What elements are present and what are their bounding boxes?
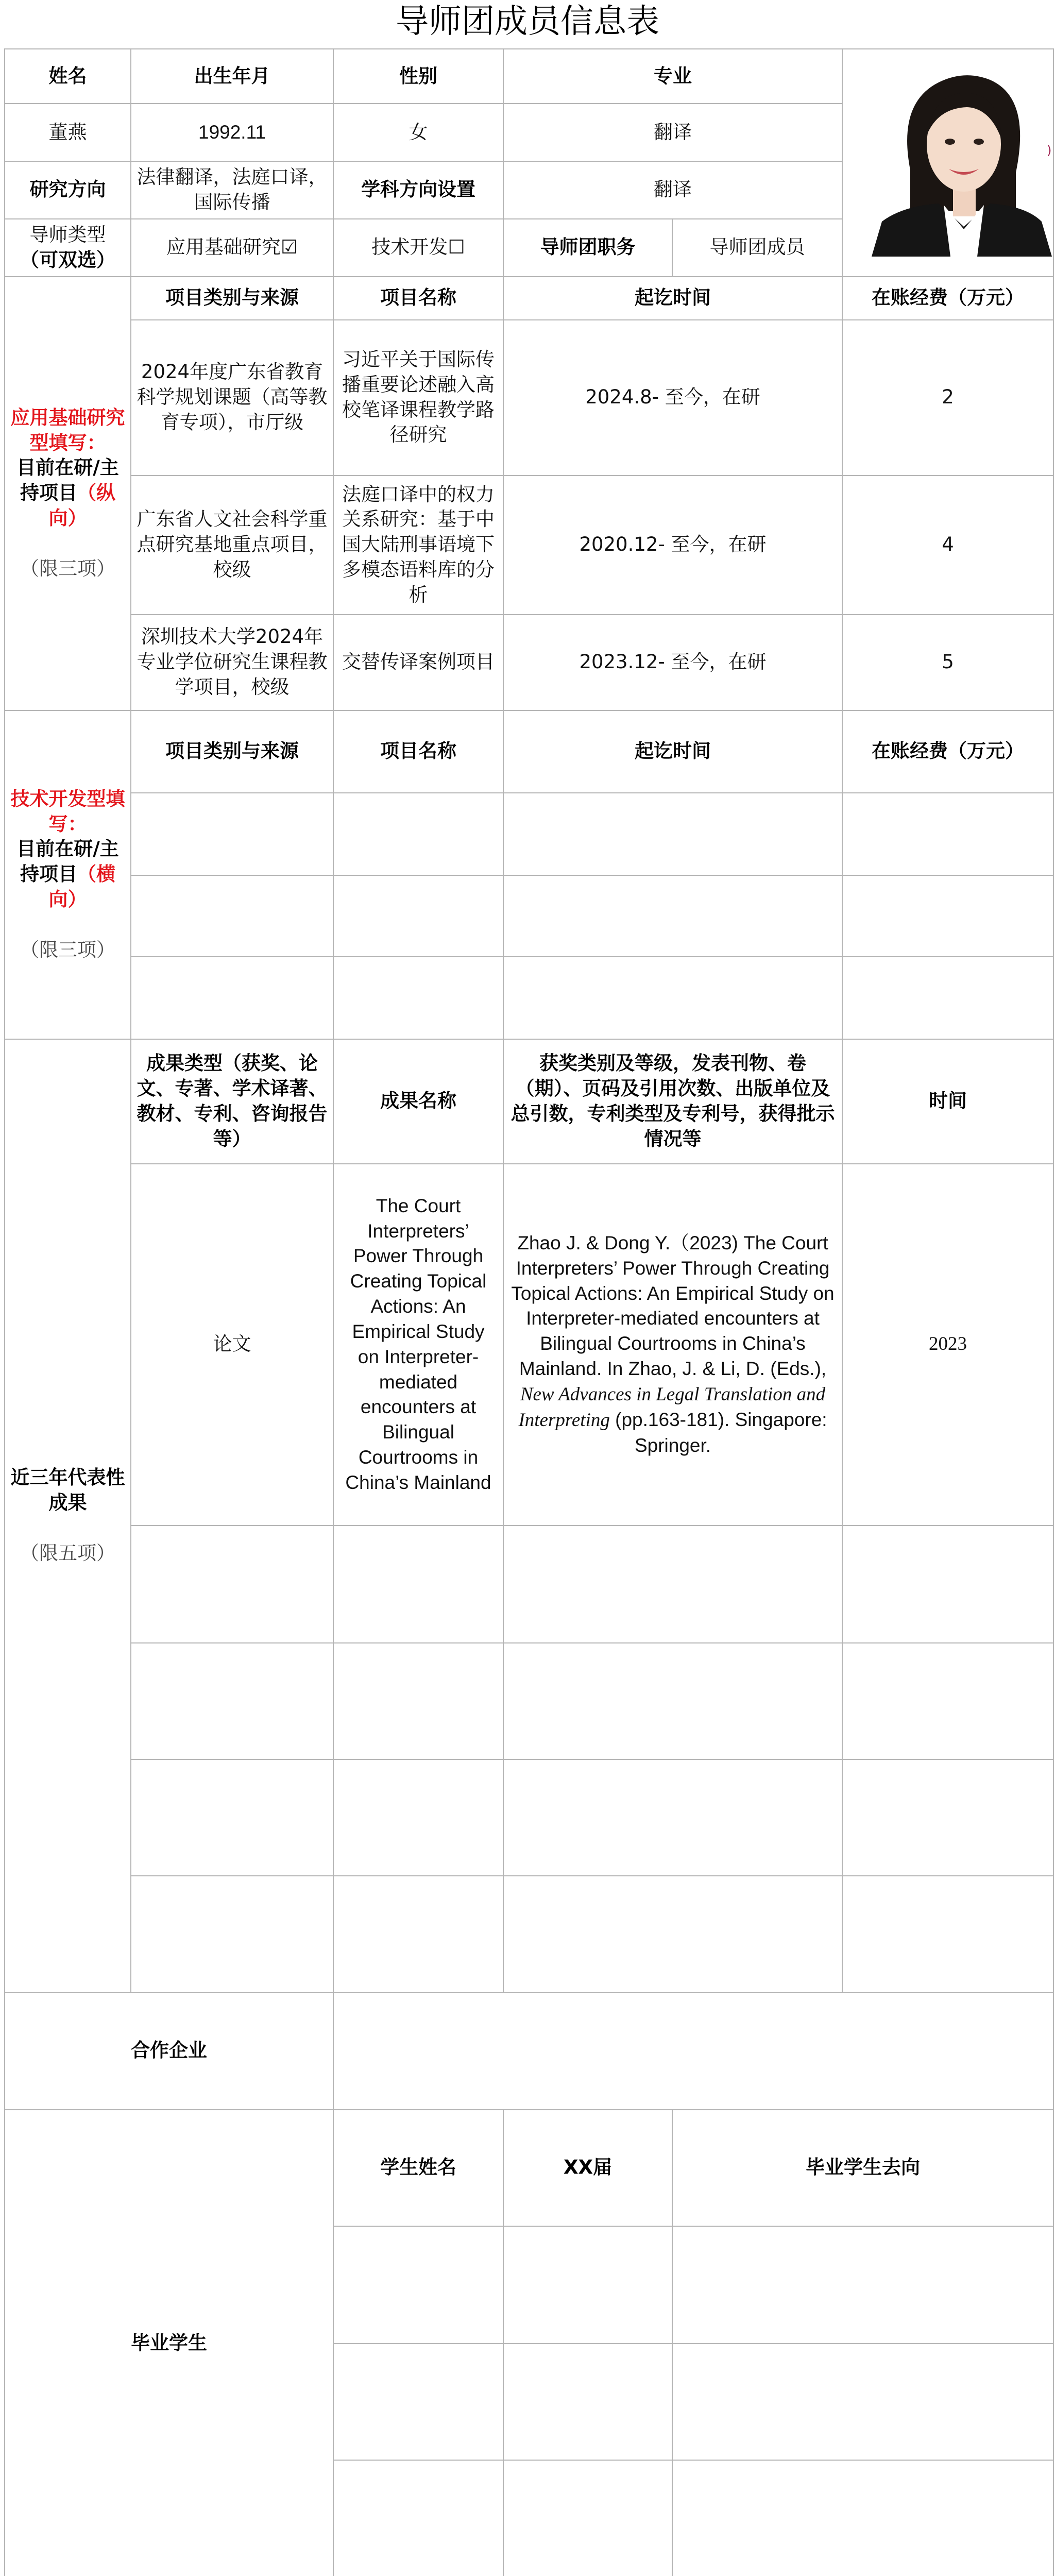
graduates-label: 毕业学生 bbox=[5, 2110, 333, 2576]
tech-row-name[interactable] bbox=[333, 793, 503, 875]
table-row bbox=[5, 476, 1053, 615]
grad-row-name[interactable] bbox=[333, 2226, 503, 2344]
name-value: 董燕 bbox=[5, 104, 131, 161]
discipline-value: 翻译 bbox=[503, 161, 842, 219]
applied-row-funds: 5 bbox=[842, 615, 1053, 710]
table-row bbox=[5, 1759, 1053, 1876]
ach-header-time: 时间 bbox=[842, 1039, 1053, 1164]
applied-side-black: 目前在研/主持项目 bbox=[16, 456, 119, 504]
tech-header-name: 项目名称 bbox=[333, 710, 503, 793]
discipline-label: 学科方向设置 bbox=[333, 161, 503, 219]
table-row bbox=[5, 1164, 1053, 1526]
ach-row-name: The Court Interpreters’ Power Through Creating Topical Actions: An Empirical Study on Interpreter-mediated encounters at Bilingual Courtrooms in China’s Mainland bbox=[333, 1164, 503, 1526]
ach-row-time[interactable] bbox=[842, 1759, 1053, 1876]
grad-row-class[interactable] bbox=[503, 2460, 672, 2576]
grad-row-destination[interactable] bbox=[672, 2460, 1053, 2576]
tech-header-source: 项目类别与来源 bbox=[131, 710, 333, 793]
grad-row-destination[interactable] bbox=[672, 2344, 1053, 2460]
ach-row-time[interactable] bbox=[842, 1876, 1053, 1992]
name-label: 姓名 bbox=[5, 49, 131, 104]
ach-row-name[interactable] bbox=[333, 1876, 503, 1992]
ach-row-detail[interactable] bbox=[503, 1876, 842, 1992]
applied-header-source: 项目类别与来源 bbox=[131, 277, 333, 320]
applied-side-red: 应用基础研究型填写： bbox=[10, 406, 125, 454]
applied-header-name: 项目名称 bbox=[333, 277, 503, 320]
applied-row-source: 深圳技术大学2024年专业学位研究生课程教学项目，校级 bbox=[131, 615, 333, 710]
table-row bbox=[5, 793, 1053, 875]
table-row bbox=[5, 1526, 1053, 1643]
grad-row-name[interactable] bbox=[333, 2460, 503, 2576]
achievements-side-limit: （限五项） bbox=[20, 1541, 115, 1564]
applied-header-funds: 在账经费（万元） bbox=[842, 277, 1053, 320]
major-label: 专业 bbox=[503, 49, 842, 104]
applied-header-period: 起讫时间 bbox=[503, 277, 842, 320]
grad-row-class[interactable] bbox=[503, 2344, 672, 2460]
ach-row-type[interactable] bbox=[131, 1643, 333, 1759]
grad-row-class[interactable] bbox=[503, 2226, 672, 2344]
table-row bbox=[5, 1876, 1053, 1992]
ach-row-detail bbox=[503, 1164, 842, 1526]
info-form-table bbox=[4, 48, 1054, 2576]
tech-row-name[interactable] bbox=[333, 875, 503, 957]
table-row bbox=[5, 1643, 1053, 1759]
tech-side-red: 技术开发型填写： bbox=[10, 787, 125, 835]
ach-detail-book: New Advances in Legal Translation and Interpreting bbox=[518, 1383, 826, 1431]
achievements-side-title: 近三年代表性成果 bbox=[10, 1466, 125, 1514]
ach-row-detail[interactable] bbox=[503, 1526, 842, 1643]
birth-label: 出生年月 bbox=[131, 49, 333, 104]
applied-row-funds: 4 bbox=[842, 476, 1053, 615]
applied-row-period: 2020.12- 至今，在研 bbox=[503, 476, 842, 615]
applied-row-period: 2024.8- 至今，在研 bbox=[503, 320, 842, 476]
mentor-type-label-text: 导师类型 bbox=[29, 223, 106, 246]
tech-row-source[interactable] bbox=[131, 875, 333, 957]
ach-row-time[interactable] bbox=[842, 1643, 1053, 1759]
ach-row-type[interactable] bbox=[131, 1526, 333, 1643]
coop-value[interactable] bbox=[333, 1992, 1053, 2110]
tech-projects-side-label bbox=[5, 710, 131, 1039]
photo-cell bbox=[842, 49, 1053, 277]
table-row bbox=[5, 957, 1053, 1039]
ach-row-type: 论文 bbox=[131, 1164, 333, 1526]
ach-header-name: 成果名称 bbox=[333, 1039, 503, 1164]
ach-header-detail: 获奖类别及等级，发表刊物、卷（期）、页码及引用次数、出版单位及总引数，专利类型及专利号，获得批示情况等 bbox=[503, 1039, 842, 1164]
achievements-side-label bbox=[5, 1039, 131, 1992]
applied-row-period: 2023.12- 至今，在研 bbox=[503, 615, 842, 710]
research-value: 法律翻译，法庭口译，国际传播 bbox=[131, 161, 333, 219]
tech-row-source[interactable] bbox=[131, 957, 333, 1039]
tech-row-period[interactable] bbox=[503, 875, 842, 957]
table-row bbox=[5, 320, 1053, 476]
grad-row-name[interactable] bbox=[333, 2344, 503, 2460]
grad-row-destination[interactable] bbox=[672, 2226, 1053, 2344]
type-tech-checkbox[interactable]: 技术开发☐ bbox=[333, 219, 503, 277]
ach-row-type[interactable] bbox=[131, 1876, 333, 1992]
ach-row-time[interactable] bbox=[842, 1526, 1053, 1643]
applied-row-name: 习近平关于国际传播重要论述融入高校笔译课程教学路径研究 bbox=[333, 320, 503, 476]
page-title: 导师团成员信息表 bbox=[396, 3, 659, 41]
applied-row-source: 广东省人文社会科学重点研究基地重点项目，校级 bbox=[131, 476, 333, 615]
ach-detail-part1: Zhao J. & Dong Y.（2023) The Court Interpreters’ Power Through Creating Topical Actions: An Empirical Study on Interpreter-mediated encounters at Bilingual Courtrooms in China’s Mainland. In Zhao, J. & Li, D. (Eds.), bbox=[511, 1232, 835, 1380]
ach-row-detail[interactable] bbox=[503, 1759, 842, 1876]
grad-header-name: 学生姓名 bbox=[333, 2110, 503, 2226]
coop-label: 合作企业 bbox=[5, 1992, 333, 2110]
applied-side-red2: （纵向） bbox=[48, 482, 115, 530]
tech-row-period[interactable] bbox=[503, 793, 842, 875]
grad-header-destination: 毕业学生去向 bbox=[672, 2110, 1053, 2226]
birth-value: 1992.11 bbox=[131, 104, 333, 161]
ach-detail-part2: (pp.163-181). Singapore: Springer. bbox=[615, 1409, 827, 1456]
gender-label: 性别 bbox=[333, 49, 503, 104]
tech-side-limit: （限三项） bbox=[20, 938, 115, 961]
tech-side-red2: （横向） bbox=[48, 863, 115, 911]
grad-header-class: XX届 bbox=[503, 2110, 672, 2226]
tech-header-funds: 在账经费（万元） bbox=[842, 710, 1053, 793]
type-applied-checkbox[interactable]: 应用基础研究☑ bbox=[131, 219, 333, 277]
applied-row-name: 交替传译案例项目 bbox=[333, 615, 503, 710]
ach-row-time: 2023 bbox=[842, 1164, 1053, 1526]
svg-text:): ) bbox=[1047, 143, 1052, 158]
applied-row-name: 法庭口译中的权力关系研究：基于中国大陆刑事语境下多模态语料库的分析 bbox=[333, 476, 503, 615]
ach-header-type: 成果类型（获奖、论文、专著、学术译著、教材、专利、咨询报告等） bbox=[131, 1039, 333, 1164]
role-value: 导师团成员 bbox=[672, 219, 842, 277]
tech-header-period: 起讫时间 bbox=[503, 710, 842, 793]
applied-side-limit: （限三项） bbox=[20, 557, 115, 580]
mentor-type-label-note: （可双选） bbox=[20, 248, 115, 271]
tech-row-name[interactable] bbox=[333, 957, 503, 1039]
major-value: 翻译 bbox=[503, 104, 842, 161]
table-row bbox=[5, 875, 1053, 957]
tech-row-funds[interactable] bbox=[842, 875, 1053, 957]
research-label: 研究方向 bbox=[5, 161, 131, 219]
ach-row-type[interactable] bbox=[131, 1759, 333, 1876]
tech-row-source[interactable] bbox=[131, 793, 333, 875]
applied-row-funds: 2 bbox=[842, 320, 1053, 476]
tech-side-black: 目前在研/主持项目 bbox=[16, 838, 119, 886]
ach-row-name[interactable] bbox=[333, 1759, 503, 1876]
applied-row-source: 2024年度广东省教育科学规划课题（高等教育专项），市厅级 bbox=[131, 320, 333, 476]
ach-row-detail[interactable] bbox=[503, 1643, 842, 1759]
table-row bbox=[5, 615, 1053, 710]
tech-row-period[interactable] bbox=[503, 957, 842, 1039]
tech-row-funds[interactable] bbox=[842, 793, 1053, 875]
tech-row-funds[interactable] bbox=[842, 957, 1053, 1039]
ach-row-name[interactable] bbox=[333, 1526, 503, 1643]
mentor-type-label bbox=[5, 219, 131, 277]
portrait-photo bbox=[861, 57, 1053, 257]
gender-value: 女 bbox=[333, 104, 503, 161]
role-label: 导师团职务 bbox=[503, 219, 672, 277]
ach-row-name[interactable] bbox=[333, 1643, 503, 1759]
applied-projects-side-label bbox=[5, 277, 131, 710]
